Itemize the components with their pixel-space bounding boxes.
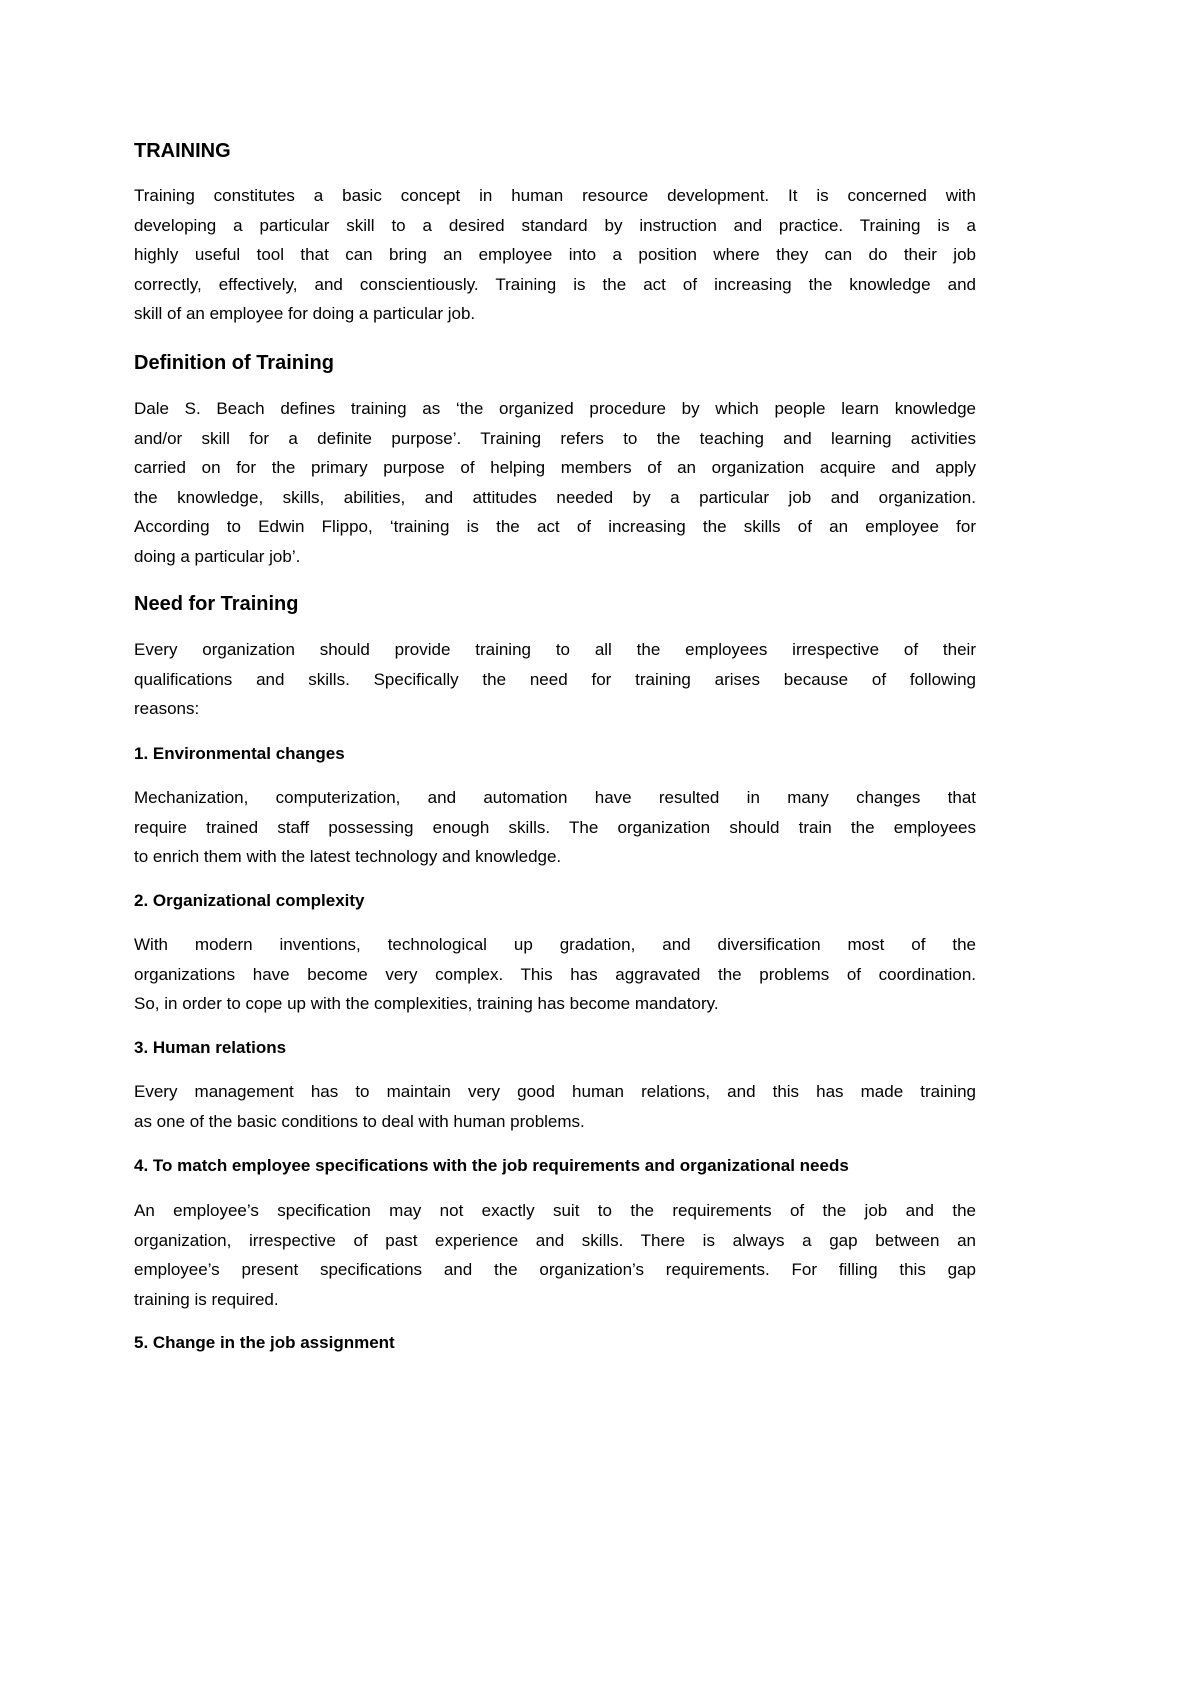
reason-paragraph [134,1196,976,1314]
reason-heading: 3. Human relations [134,1038,287,1057]
text-line: With modern inventions, technological up gradation, and diversification most of the [134,935,976,954]
definition-paragraph [134,394,976,571]
text-line: Mechanization, computerization, and automation have resulted in many changes that [134,788,976,807]
reason-heading: 4. To match employee specifications with the job requirements and organizational needs [134,1156,849,1175]
text-line: training is required. [134,1289,279,1309]
text-line: doing a particular job’. [134,546,301,566]
text-line: the knowledge, skills, abilities, and attitudes needed by a particular job and organization. [134,487,976,507]
text-line: require trained staff possessing enough skills. The organization should train the employees [134,817,976,837]
text-line: employee’s present specifications and the organization’s requirements. For filling this gap [134,1260,976,1279]
text-line: and/or skill for a definite purpose’. Training refers to the teaching and learning activities [134,428,976,448]
text-line: organizations have become very complex. This has aggravated the problems of coordination. [134,964,976,984]
intro-paragraph [134,181,976,329]
definition-heading: Definition of Training [134,352,334,374]
text-line: highly useful tool that can bring an employee into a position where they can do their job [134,245,976,264]
text-line: skill of an employee for doing a particular job. [134,304,476,323]
page-title: TRAINING [134,140,231,162]
text-line: Every management has to maintain very good human relations, and this has made training [134,1082,976,1101]
text-line: qualifications and skills. Specifically the need for training arises because of following [134,669,976,689]
reason-paragraph [134,930,976,1019]
text-line: as one of the basic conditions to deal with human problems. [134,1111,585,1131]
text-line: Training constitutes a basic concept in human resource development. It is concerned with [134,186,976,205]
text-line: According to Edwin Flippo, ‘training is the act of increasing the skills of an employee for [134,517,976,536]
text-line: reasons: [134,699,200,718]
reason-heading: 5. Change in the job assignment [134,1333,395,1352]
text-line: carried on for the primary purpose of helping members of an organization acquire and apply [134,458,976,477]
reason-paragraph [134,783,976,872]
text-line: An employee’s specification may not exactly suit to the requirements of the job and the [134,1201,976,1220]
text-line: correctly, effectively, and conscientiously. Training is the act of increasing the knowledge and [134,274,976,294]
text-line: to enrich them with the latest technology and knowledge. [134,847,562,866]
text-line: organization, irrespective of past experience and skills. There is always a gap between an [134,1230,976,1250]
reason-heading: 1. Environmental changes [134,744,345,763]
text-line: Every organization should provide training to all the employees irrespective of their [134,640,976,659]
reason-heading: 2. Organizational complexity [134,891,365,910]
reason-paragraph [134,1077,976,1136]
need-paragraph [134,635,976,724]
text-line: developing a particular skill to a desired standard by instruction and practice. Training is a [134,215,976,235]
text-line: Dale S. Beach defines training as ‘the organized procedure by which people learn knowledge [134,399,976,418]
need-heading: Need for Training [134,593,299,615]
text-line: So, in order to cope up with the complexities, training has become mandatory. [134,994,719,1013]
